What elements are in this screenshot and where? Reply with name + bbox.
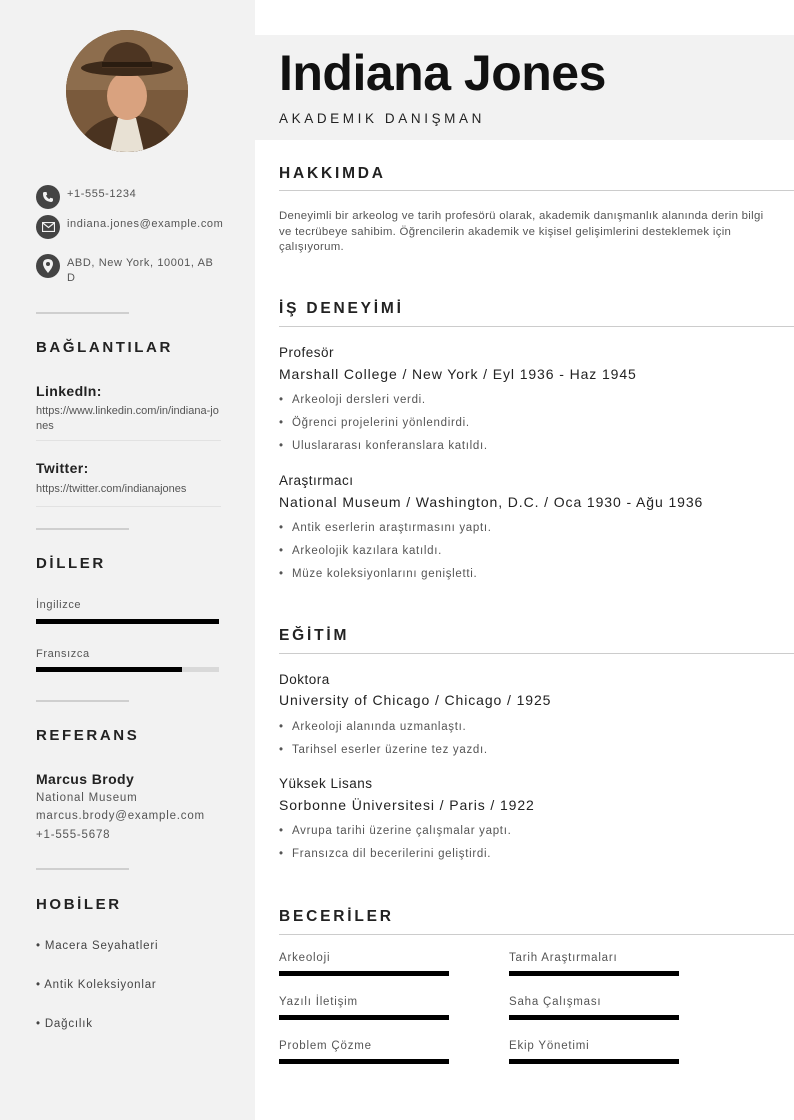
job-role: Araştırmacı: [279, 473, 354, 488]
hobby-item: • Antik Koleksiyonlar: [36, 979, 157, 991]
job-place: Marshall College / New York / Eyl 1936 - Haz 1945: [279, 366, 637, 382]
bullet-item: • Tarihsel eserler üzerine tez yazdı.: [279, 742, 488, 765]
linkedin-label: LinkedIn:: [36, 383, 102, 399]
bullet-item: • Öğrenci projelerini yönlendirdi.: [279, 415, 488, 438]
skill-name: Ekip Yönetimi: [509, 1040, 590, 1052]
education-heading: EĞİTİM: [279, 627, 350, 644]
language-level-fill: [36, 667, 182, 672]
twitter-link[interactable]: https://twitter.com/indianajones: [36, 483, 187, 495]
school-place: Sorbonne Üniversitesi / Paris / 1922: [279, 797, 535, 813]
bullet-item: • Uluslararası konferanslara katıldı.: [279, 438, 488, 461]
skill-name: Yazılı İletişim: [279, 996, 358, 1008]
skill-name: Problem Çözme: [279, 1040, 372, 1052]
job-bullets: [279, 520, 492, 589]
link-divider: [36, 506, 221, 507]
skill-name: Tarih Araştırmaları: [509, 952, 618, 964]
hobbies-heading: HOBİLER: [36, 896, 122, 913]
links-heading: BAĞLANTILAR: [36, 339, 173, 356]
experience-heading: İŞ DENEYİMİ: [279, 300, 404, 317]
bullet-item: • Antik eserlerin araştırmasını yaptı.: [279, 520, 492, 543]
about-heading: HAKKIMDA: [279, 165, 386, 182]
language-level-fill: [36, 619, 219, 624]
skill-name: Saha Çalışması: [509, 996, 602, 1008]
section-rule: [279, 653, 794, 654]
skill-level-bar: [509, 1059, 679, 1064]
skill-level-bar: [509, 1015, 679, 1020]
reference-phone: +1-555-5678: [36, 829, 111, 841]
degree-name: Doktora: [279, 672, 330, 687]
sidebar-divider: [36, 528, 129, 530]
sidebar-divider: [36, 700, 129, 702]
job-bullets: [279, 392, 488, 461]
contact-email: [36, 215, 226, 239]
school-place: University of Chicago / Chicago / 1925: [279, 692, 552, 708]
sidebar-divider: [36, 312, 129, 314]
reference-name: Marcus Brody: [36, 771, 135, 787]
section-rule: [279, 934, 794, 935]
reference-heading: REFERANS: [36, 727, 140, 744]
phone-icon: [36, 185, 60, 209]
skill-level-bar: [509, 971, 679, 976]
skill-level-bar: [279, 1015, 449, 1020]
sidebar-divider: [36, 868, 129, 870]
bullet-item: • Arkeolojik kazılara katıldı.: [279, 543, 492, 566]
about-text: Deneyimli bir arkeolog ve tarih profesörü olarak, akademik danışmanlık alanında derin bilgi ve tecrübeye sahibim. Öğrencilerin akademik ve kişisel gelişimlerini desteklemek için çalışıyorum.: [279, 210, 764, 253]
degree-name: Yüksek Lisans: [279, 776, 373, 791]
phone-text: +1-555-1234: [67, 188, 137, 200]
twitter-label: Twitter:: [36, 460, 89, 476]
linkedin-link[interactable]: https://www.linkedin.com/in/indiana-jones: [36, 405, 219, 432]
education-bullets: [279, 719, 488, 765]
hobby-label: Macera Seyahatleri: [44, 940, 159, 952]
job-title: AKADEMIK DANIŞMAN: [279, 111, 485, 126]
language-level-bar: [36, 667, 219, 672]
link-divider: [36, 440, 221, 441]
job-place: National Museum / Washington, D.C. / Oca 1930 - Ağu 1936: [279, 494, 704, 510]
bullet-item: • Arkeoloji alanında uzmanlaştı.: [279, 719, 488, 742]
address-text: ABD, New York, 10001, ABD: [67, 257, 214, 284]
education-bullets: [279, 823, 511, 869]
mail-icon: [36, 215, 60, 239]
language-level-bar: [36, 619, 219, 624]
location-pin-icon: [36, 254, 60, 278]
bullet-item: • Arkeoloji dersleri verdi.: [279, 392, 488, 415]
languages-heading: DİLLER: [36, 555, 106, 572]
reference-email[interactable]: marcus.brody@example.com: [36, 810, 205, 822]
section-rule: [279, 326, 794, 327]
email-text[interactable]: indiana.jones@example.com: [67, 218, 224, 230]
hobby-label: Dağcılık: [44, 1018, 93, 1030]
hobby-item: • Dağcılık: [36, 1018, 93, 1030]
language-name: Fransızca: [36, 648, 90, 660]
language-name: İngilizce: [36, 599, 82, 611]
person-name: Indiana Jones: [279, 45, 606, 101]
hobby-label: Antik Koleksiyonlar: [44, 979, 157, 991]
bullet-item: • Fransızca dil becerilerini geliştirdi.: [279, 846, 511, 869]
profile-photo: [66, 30, 188, 152]
section-rule: [279, 190, 794, 191]
job-role: Profesör: [279, 345, 335, 360]
skill-level-bar: [279, 1059, 449, 1064]
contact-phone: [36, 185, 226, 209]
bullet-item: • Müze koleksiyonlarını genişletti.: [279, 566, 492, 589]
skills-heading: BECERİLER: [279, 908, 394, 925]
reference-org: National Museum: [36, 792, 138, 804]
hobby-item: • Macera Seyahatleri: [36, 940, 159, 952]
contact-address: [36, 254, 226, 286]
skill-level-bar: [279, 971, 449, 976]
skill-name: Arkeoloji: [279, 952, 331, 964]
avatar: [66, 30, 188, 152]
bullet-item: • Avrupa tarihi üzerine çalışmalar yaptı.: [279, 823, 511, 846]
